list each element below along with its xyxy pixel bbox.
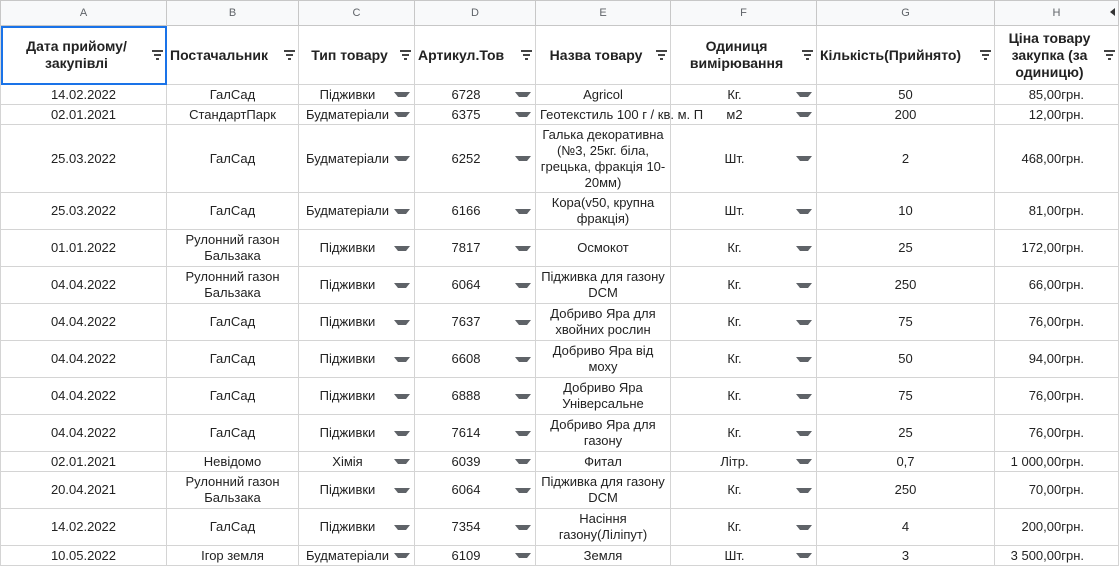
header-cell-6[interactable] [817,26,995,85]
cell-qty[interactable]: 75 [817,378,995,415]
dropdown-caret-icon[interactable] [394,357,410,362]
dropdown-caret-icon[interactable] [394,283,410,288]
cell-unit[interactable] [671,193,817,230]
table-row [1,415,1119,452]
cell-type[interactable] [299,125,415,193]
header-label: Тип товару [311,46,388,63]
dropdown-value: 7614 [451,425,481,440]
dropdown-value: Підживки [319,519,376,534]
dropdown-caret-icon[interactable] [394,112,410,117]
dropdown-chip[interactable] [671,425,816,441]
dropdown-caret-icon[interactable] [515,394,531,399]
filter-icon[interactable] [283,49,296,61]
dropdown-value: Будматеріали [305,150,389,166]
dropdown-value: 6039 [451,453,481,469]
cell-supplier[interactable]: Невідомо [167,452,299,472]
dropdown-chip[interactable] [415,107,535,123]
dropdown-chip[interactable] [671,203,816,219]
cell-price[interactable]: 94,00грн. [995,341,1119,378]
dropdown-value: Кг. [727,314,742,329]
dropdown-value: Кг. [727,519,742,534]
dropdown-caret-icon[interactable] [394,525,410,530]
filter-icon[interactable] [520,49,533,61]
dropdown-chip[interactable] [415,240,535,256]
cell-qty[interactable]: 50 [817,341,995,378]
column-header-g[interactable]: G [817,1,995,26]
dropdown-value: Хімія [332,453,363,469]
dropdown-chip[interactable] [299,388,414,404]
cell-name[interactable]: Добриво Яра для газону [536,415,671,452]
dropdown-value: 6166 [451,203,481,218]
dropdown-chip[interactable] [415,482,535,498]
dropdown-caret-icon[interactable] [515,320,531,325]
cell-type[interactable] [299,230,415,267]
table-row [1,125,1119,193]
cell-qty[interactable]: 25 [817,230,995,267]
dropdown-caret-icon[interactable] [796,525,812,530]
cell-qty[interactable]: 3 [817,546,995,566]
dropdown-caret-icon[interactable] [796,431,812,436]
header-cell-5[interactable] [671,26,817,85]
dropdown-caret-icon[interactable] [515,92,531,97]
dropdown-caret-icon[interactable] [796,283,812,288]
cell-date[interactable]: 02.01.2021 [1,452,167,472]
dropdown-chip[interactable] [671,351,816,367]
table-row [1,267,1119,304]
cell-supplier[interactable]: ГалСад [167,85,299,105]
cell-qty[interactable]: 0,7 [817,452,995,472]
table-row [1,452,1119,472]
cell-name[interactable]: Галька декоративна (№3, 25кг. біла, грецька, фракція 10-20мм) [536,125,671,193]
dropdown-chip[interactable] [299,203,414,219]
dropdown-caret-icon[interactable] [515,112,531,117]
dropdown-chip[interactable] [415,388,535,404]
cell-sku[interactable] [415,341,536,378]
dropdown-value: 7817 [451,240,481,255]
dropdown-value: Кг. [727,240,742,255]
cell-date[interactable]: 04.04.2022 [1,267,167,304]
dropdown-value: Кг. [727,425,742,440]
dropdown-chip[interactable] [299,548,414,564]
header-label: Дата прийому/закупівлі [26,38,127,71]
dropdown-value: Шт. [724,203,745,218]
dropdown-value: Підживки [319,314,376,329]
cell-price[interactable]: 200,00грн. [995,509,1119,546]
cell-unit[interactable] [671,415,817,452]
cell-sku[interactable] [415,193,536,230]
dropdown-caret-icon[interactable] [394,553,410,558]
cell-type[interactable] [299,341,415,378]
filter-icon[interactable] [801,49,814,61]
cell-unit[interactable] [671,341,817,378]
header-cell-2[interactable] [299,26,415,85]
header-cell-1[interactable] [167,26,299,85]
dropdown-caret-icon[interactable] [394,431,410,436]
cell-type[interactable] [299,546,415,566]
dropdown-caret-icon[interactable] [394,320,410,325]
cell-unit[interactable] [671,105,817,125]
dropdown-value: Шт. [724,547,745,563]
cell-supplier[interactable]: Ігор земля [167,546,299,566]
cell-supplier[interactable]: ГалСад [167,415,299,452]
dropdown-caret-icon[interactable] [394,92,410,97]
cell-qty[interactable]: 25 [817,415,995,452]
dropdown-chip[interactable] [415,519,535,535]
cell-name[interactable]: Добриво Яра від моху [536,341,671,378]
dropdown-chip[interactable] [415,203,535,219]
column-header-e[interactable]: E [536,1,671,26]
table-row [1,378,1119,415]
cell-name[interactable]: Підживка для газону DCM [536,472,671,509]
header-label: Назва товару [549,46,643,63]
cell-date[interactable]: 04.04.2022 [1,415,167,452]
cell-type[interactable] [299,267,415,304]
header-label: Постачальник [170,46,268,63]
dropdown-caret-icon[interactable] [515,209,531,214]
cell-supplier[interactable]: ГалСад [167,341,299,378]
cell-unit[interactable] [671,85,817,105]
dropdown-chip[interactable] [299,519,414,535]
cell-date[interactable]: 04.04.2022 [1,341,167,378]
dropdown-chip[interactable] [299,351,414,367]
cell-name[interactable]: Добриво Яра Універсальне [536,378,671,415]
filter-icon[interactable] [979,49,992,61]
cell-price[interactable]: 66,00грн. [995,267,1119,304]
dropdown-value: Кг. [727,351,742,366]
cell-date[interactable]: 25.03.2022 [1,125,167,193]
header-content [671,26,816,84]
dropdown-value: Літр. [720,453,749,469]
cell-sku[interactable] [415,230,536,267]
dropdown-value: Підживки [319,277,376,292]
cell-sku[interactable] [415,125,536,193]
dropdown-caret-icon[interactable] [796,459,812,464]
cell-unit[interactable] [671,472,817,509]
dropdown-value: 6728 [451,86,481,102]
header-content [299,26,414,84]
dropdown-chip[interactable] [671,388,816,404]
dropdown-caret-icon[interactable] [515,488,531,493]
column-header-f[interactable]: F [671,1,817,26]
table-row [1,472,1119,509]
dropdown-value: 6109 [451,547,481,563]
cell-qty[interactable]: 2 [817,125,995,193]
cell-qty[interactable]: 4 [817,509,995,546]
cell-sku[interactable] [415,85,536,105]
cell-type[interactable] [299,378,415,415]
table-row [1,509,1119,546]
header-content [817,26,994,84]
cell-unit[interactable] [671,304,817,341]
cell-unit[interactable] [671,230,817,267]
filter-icon[interactable] [1103,49,1116,61]
cell-price[interactable]: 172,00грн. [995,230,1119,267]
header-label: Кількість(Прийнято) [820,46,962,63]
dropdown-value: Кг. [727,482,742,497]
dropdown-caret-icon[interactable] [515,156,531,161]
dropdown-caret-icon[interactable] [796,488,812,493]
dropdown-chip[interactable] [415,351,535,367]
dropdown-chip[interactable] [671,151,816,167]
dropdown-value: Будматеріали [305,547,389,563]
dropdown-caret-icon[interactable] [515,246,531,251]
cell-sku[interactable] [415,378,536,415]
dropdown-caret-icon[interactable] [796,112,812,117]
cell-price[interactable]: 70,00грн. [995,472,1119,509]
cell-qty[interactable]: 250 [817,472,995,509]
table-row [1,105,1119,125]
cell-sku[interactable] [415,509,536,546]
cell-sku[interactable] [415,472,536,509]
cell-supplier[interactable]: Рулонний газон Бальзака [167,472,299,509]
dropdown-value: Підживки [319,482,376,497]
dropdown-caret-icon[interactable] [796,357,812,362]
cell-qty[interactable]: 250 [817,267,995,304]
cell-sku[interactable] [415,105,536,125]
cell-qty[interactable]: 75 [817,304,995,341]
cell-price[interactable]: 76,00грн. [995,378,1119,415]
cell-name[interactable]: Геотекстиль 100 г / кв. м. П [536,105,671,125]
dropdown-chip[interactable] [415,151,535,167]
cell-price[interactable]: 3 500,00грн. [995,546,1119,566]
dropdown-chip[interactable] [415,87,535,103]
dropdown-chip[interactable] [671,107,816,123]
dropdown-caret-icon[interactable] [394,209,410,214]
cell-name[interactable]: Земля [536,546,671,566]
dropdown-caret-icon[interactable] [515,525,531,530]
header-label: Артикул.Тов [418,46,505,63]
cell-unit[interactable] [671,546,817,566]
cell-supplier[interactable]: Рулонний газон Бальзака [167,230,299,267]
filter-icon[interactable] [655,49,668,61]
header-content [167,26,298,84]
filter-icon[interactable] [399,49,412,61]
dropdown-value: Підживки [319,240,376,255]
dropdown-chip[interactable] [299,482,414,498]
cell-unit[interactable] [671,125,817,193]
cell-name[interactable]: Підживка для газону DCM [536,267,671,304]
dropdown-caret-icon[interactable] [394,488,410,493]
dropdown-caret-icon[interactable] [515,283,531,288]
dropdown-chip[interactable] [671,482,816,498]
cell-name[interactable]: Осмокот [536,230,671,267]
column-header-h[interactable] [995,1,1119,26]
header-cell-3[interactable] [415,26,536,85]
cell-sku[interactable] [415,452,536,472]
column-header-c[interactable]: C [299,1,415,26]
dropdown-caret-icon[interactable] [796,246,812,251]
cell-price[interactable]: 12,00грн. [995,105,1119,125]
cell-price[interactable]: 76,00грн. [995,304,1119,341]
dropdown-chip[interactable] [671,519,816,535]
dropdown-value: Кг. [727,86,742,102]
cell-date[interactable]: 25.03.2022 [1,193,167,230]
dropdown-chip[interactable] [299,314,414,330]
column-header-d[interactable]: D [415,1,536,26]
header-content [415,26,535,84]
dropdown-chip[interactable] [671,277,816,293]
dropdown-chip[interactable] [671,454,816,470]
dropdown-chip[interactable] [671,87,816,103]
dropdown-chip[interactable] [299,107,414,123]
dropdown-chip[interactable] [671,548,816,564]
dropdown-caret-icon[interactable] [515,553,531,558]
dropdown-chip[interactable] [415,454,535,470]
dropdown-chip[interactable] [415,548,535,564]
dropdown-chip[interactable] [299,87,414,103]
dropdown-value: Підживки [319,388,376,403]
dropdown-chip[interactable] [299,425,414,441]
filter-icon[interactable] [151,49,164,61]
dropdown-value: м2 [726,106,743,122]
cell-sku[interactable] [415,415,536,452]
dropdown-caret-icon[interactable] [515,357,531,362]
cell-supplier[interactable]: ГалСад [167,304,299,341]
cell-name[interactable]: Кора(v50, крупна фракція) [536,193,671,230]
dropdown-chip[interactable] [299,240,414,256]
cell-qty[interactable]: 200 [817,105,995,125]
dropdown-value: Будматеріали [305,203,389,218]
cell-date[interactable]: 04.04.2022 [1,304,167,341]
cell-supplier[interactable]: ГалСад [167,509,299,546]
cell-price[interactable]: 81,00грн. [995,193,1119,230]
dropdown-value: Кг. [727,388,742,403]
dropdown-value: 6064 [451,482,481,497]
cell-name[interactable]: Насіння газону(Ліліпут) [536,509,671,546]
cell-supplier[interactable]: ГалСад [167,378,299,415]
table-row [1,341,1119,378]
dropdown-value: Підживки [319,425,376,440]
cell-type[interactable] [299,105,415,125]
cell-price[interactable]: 468,00грн. [995,125,1119,193]
cell-qty[interactable]: 10 [817,193,995,230]
cell-unit[interactable] [671,378,817,415]
cell-date[interactable]: 01.01.2022 [1,230,167,267]
dropdown-caret-icon[interactable] [515,459,531,464]
cell-type[interactable] [299,193,415,230]
column-letter: H [1052,7,1061,19]
dropdown-chip[interactable] [671,314,816,330]
cell-supplier[interactable]: ГалСад [167,193,299,230]
cell-unit[interactable] [671,267,817,304]
cell-sku[interactable] [415,267,536,304]
dropdown-caret-icon[interactable] [796,209,812,214]
dropdown-caret-icon[interactable] [394,246,410,251]
dropdown-caret-icon[interactable] [796,92,812,97]
cell-sku[interactable] [415,304,536,341]
header-content [536,26,670,84]
cell-supplier[interactable]: СтандартПарк [167,105,299,125]
dropdown-caret-icon[interactable] [796,156,812,161]
dropdown-value: 6375 [451,106,481,122]
column-header-b[interactable]: B [167,1,299,26]
dropdown-value: Кг. [727,277,742,292]
header-label: Одиниця вимірювання [689,38,784,71]
cell-date[interactable]: 14.02.2022 [1,85,167,105]
cell-date[interactable]: 02.01.2021 [1,105,167,125]
dropdown-chip[interactable] [299,151,414,167]
cell-name[interactable]: Добриво Яра для хвойних рослин [536,304,671,341]
header-content [1,26,166,84]
table-row [1,193,1119,230]
header-cell-7[interactable] [995,26,1119,85]
dropdown-chip[interactable] [299,277,414,293]
dropdown-caret-icon[interactable] [394,156,410,161]
cell-qty[interactable]: 50 [817,85,995,105]
cell-supplier[interactable]: ГалСад [167,125,299,193]
dropdown-value: Підживки [319,351,376,366]
header-content [995,26,1118,84]
cell-type[interactable] [299,304,415,341]
table-row [1,85,1119,105]
cell-type[interactable] [299,472,415,509]
header-cell-0[interactable] [1,26,167,85]
cell-type[interactable] [299,415,415,452]
cell-date[interactable]: 14.02.2022 [1,509,167,546]
cell-type[interactable] [299,452,415,472]
dropdown-value: 7637 [451,314,481,329]
cell-date[interactable]: 10.05.2022 [1,546,167,566]
header-label: Ціна товару закупка (за одиницю) [1008,29,1091,80]
dropdown-value: 6252 [451,150,481,166]
cell-type[interactable] [299,85,415,105]
dropdown-value: 6608 [451,351,481,366]
dropdown-chip[interactable] [671,240,816,256]
cell-name[interactable]: Agricol [536,85,671,105]
cell-unit[interactable] [671,509,817,546]
dropdown-value: Будматеріали [305,106,389,122]
dropdown-value: 7354 [451,519,481,534]
dropdown-caret-icon[interactable] [796,553,812,558]
cell-price[interactable]: 76,00грн. [995,415,1119,452]
dropdown-caret-icon[interactable] [394,459,410,464]
collapse-arrow-icon[interactable] [1110,8,1115,16]
column-header-a[interactable]: A [1,1,167,26]
dropdown-caret-icon[interactable] [796,320,812,325]
table-row [1,304,1119,341]
cell-supplier[interactable]: Рулонний газон Бальзака [167,267,299,304]
cell-name[interactable]: Фитал [536,452,671,472]
cell-sku[interactable] [415,546,536,566]
dropdown-caret-icon[interactable] [796,394,812,399]
table-row [1,230,1119,267]
dropdown-caret-icon[interactable] [394,394,410,399]
dropdown-caret-icon[interactable] [515,431,531,436]
cell-price[interactable]: 1 000,00грн. [995,452,1119,472]
dropdown-chip[interactable] [299,454,414,470]
table-row [1,546,1119,566]
dropdown-value: 6064 [451,277,481,292]
dropdown-value: Підживки [319,86,376,102]
cell-date[interactable]: 20.04.2021 [1,472,167,509]
header-cell-4[interactable] [536,26,671,85]
dropdown-chip[interactable] [415,277,535,293]
cell-price[interactable]: 85,00грн. [995,85,1119,105]
dropdown-value: Шт. [724,150,745,166]
cell-type[interactable] [299,509,415,546]
dropdown-chip[interactable] [415,314,535,330]
cell-unit[interactable] [671,452,817,472]
cell-date[interactable]: 04.04.2022 [1,378,167,415]
dropdown-chip[interactable] [415,425,535,441]
dropdown-value: 6888 [451,388,481,403]
